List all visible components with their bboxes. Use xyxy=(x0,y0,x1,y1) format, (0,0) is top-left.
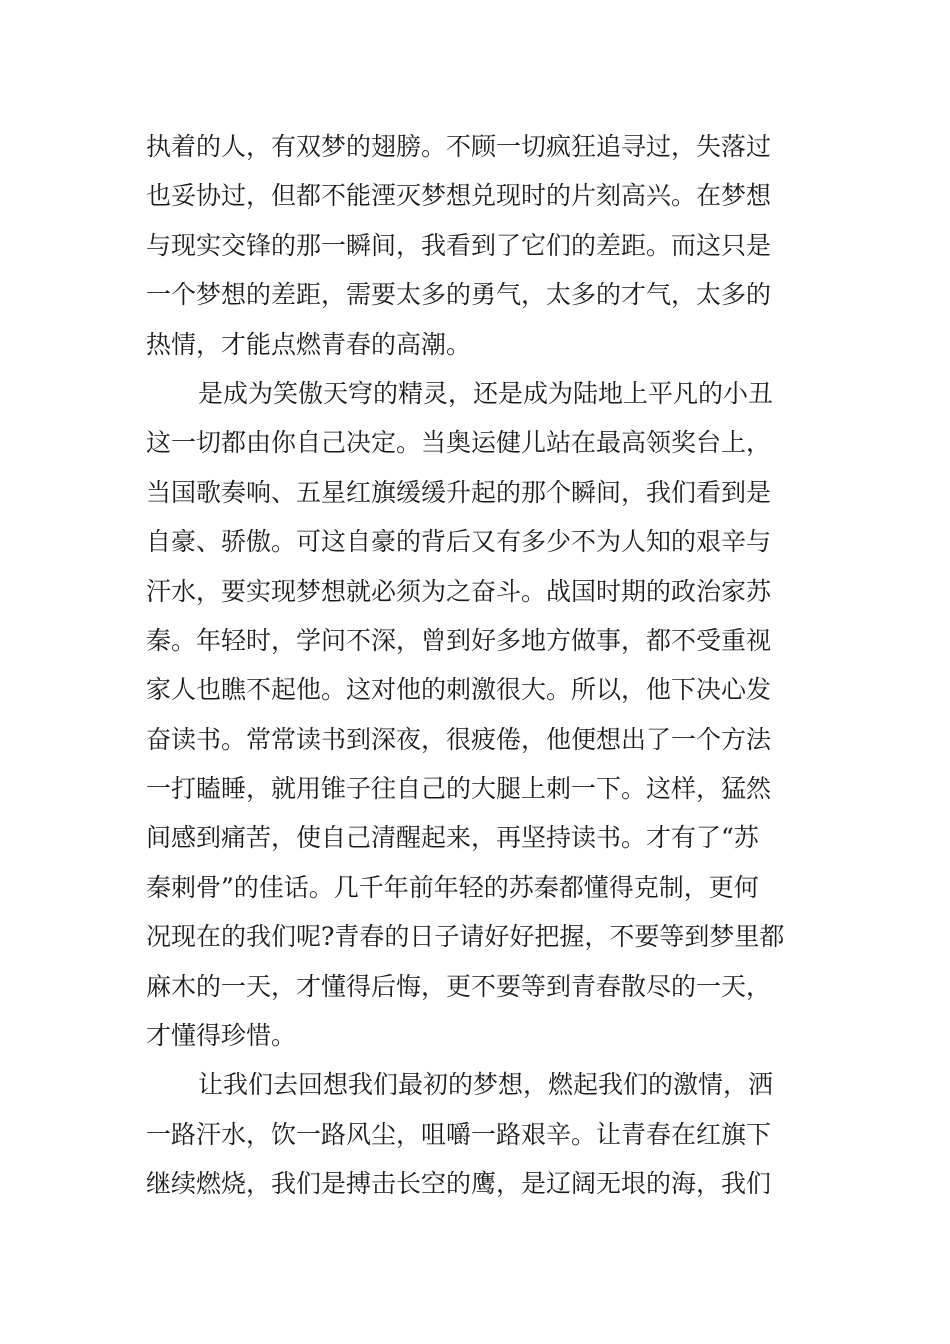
text-line: 这一切都由你自己决定。当奥运健儿站在最高领奖台上， xyxy=(146,428,772,458)
text-line: 奋读书。常常读书到深夜，很疲倦，他便想出了一个方法 xyxy=(146,724,772,754)
text-line: 家人也瞧不起他。这对他的刺激很大。所以，他下决心发 xyxy=(146,675,772,705)
paragraph-first-line: 是成为笑傲天穹的精灵，还是成为陆地上平凡的小丑 xyxy=(198,378,774,408)
text-line: 麻木的一天，才懂得后悔，更不要等到青春散尽的一天， xyxy=(146,971,772,1001)
text-line: 继续燃烧，我们是搏击长空的鹰，是辽阔无垠的海，我们 xyxy=(146,1169,772,1199)
document-body xyxy=(146,122,826,1209)
text-line: 况现在的我们呢?青春的日子请好好把握，不要等到梦里都 xyxy=(146,922,785,952)
text-line: 一个梦想的差距，需要太多的勇气，太多的才气，太多的 xyxy=(146,280,772,310)
text-line: 也妥协过，但都不能湮灭梦想兑现时的片刻高兴。在梦想 xyxy=(146,181,772,211)
text-line: 一打瞌睡，就用锥子往自己的大腿上刺一下。这样，猛然 xyxy=(146,774,772,804)
text-line: 热情，才能点燃青春的高潮。 xyxy=(146,329,472,359)
text-line: 当国歌奏响、五星红旗缓缓升起的那个瞬间，我们看到是 xyxy=(146,477,772,507)
text-line: 一路汗水，饮一路风尘，咀嚼一路艰辛。让青春在红旗下 xyxy=(146,1119,772,1149)
text-line: 自豪、骄傲。可这自豪的背后又有多少不为人知的艰辛与 xyxy=(146,527,772,557)
text-line: 秦。年轻时，学问不深，曾到好多地方做事，都不受重视 xyxy=(146,625,772,655)
text-line: 秦刺骨”的佳话。几千年前年轻的苏秦都懂得克制，更何 xyxy=(146,872,759,902)
text-line: 间感到痛苦，使自己清醒起来，再坚持读书。才有了“苏 xyxy=(146,823,759,853)
text-line: 才懂得珍惜。 xyxy=(146,1021,297,1051)
text-line: 汗水，要实现梦想就必须为之奋斗。战国时期的政治家苏 xyxy=(146,576,772,606)
paragraph-first-line: 让我们去回想我们最初的梦想，燃起我们的激情，洒 xyxy=(198,1070,774,1100)
text-line: 与现实交锋的那一瞬间，我看到了它们的差距。而这只是 xyxy=(146,230,772,260)
text-line: 执着的人，有双梦的翅膀。不顾一切疯狂追寻过，失落过 xyxy=(146,132,772,161)
